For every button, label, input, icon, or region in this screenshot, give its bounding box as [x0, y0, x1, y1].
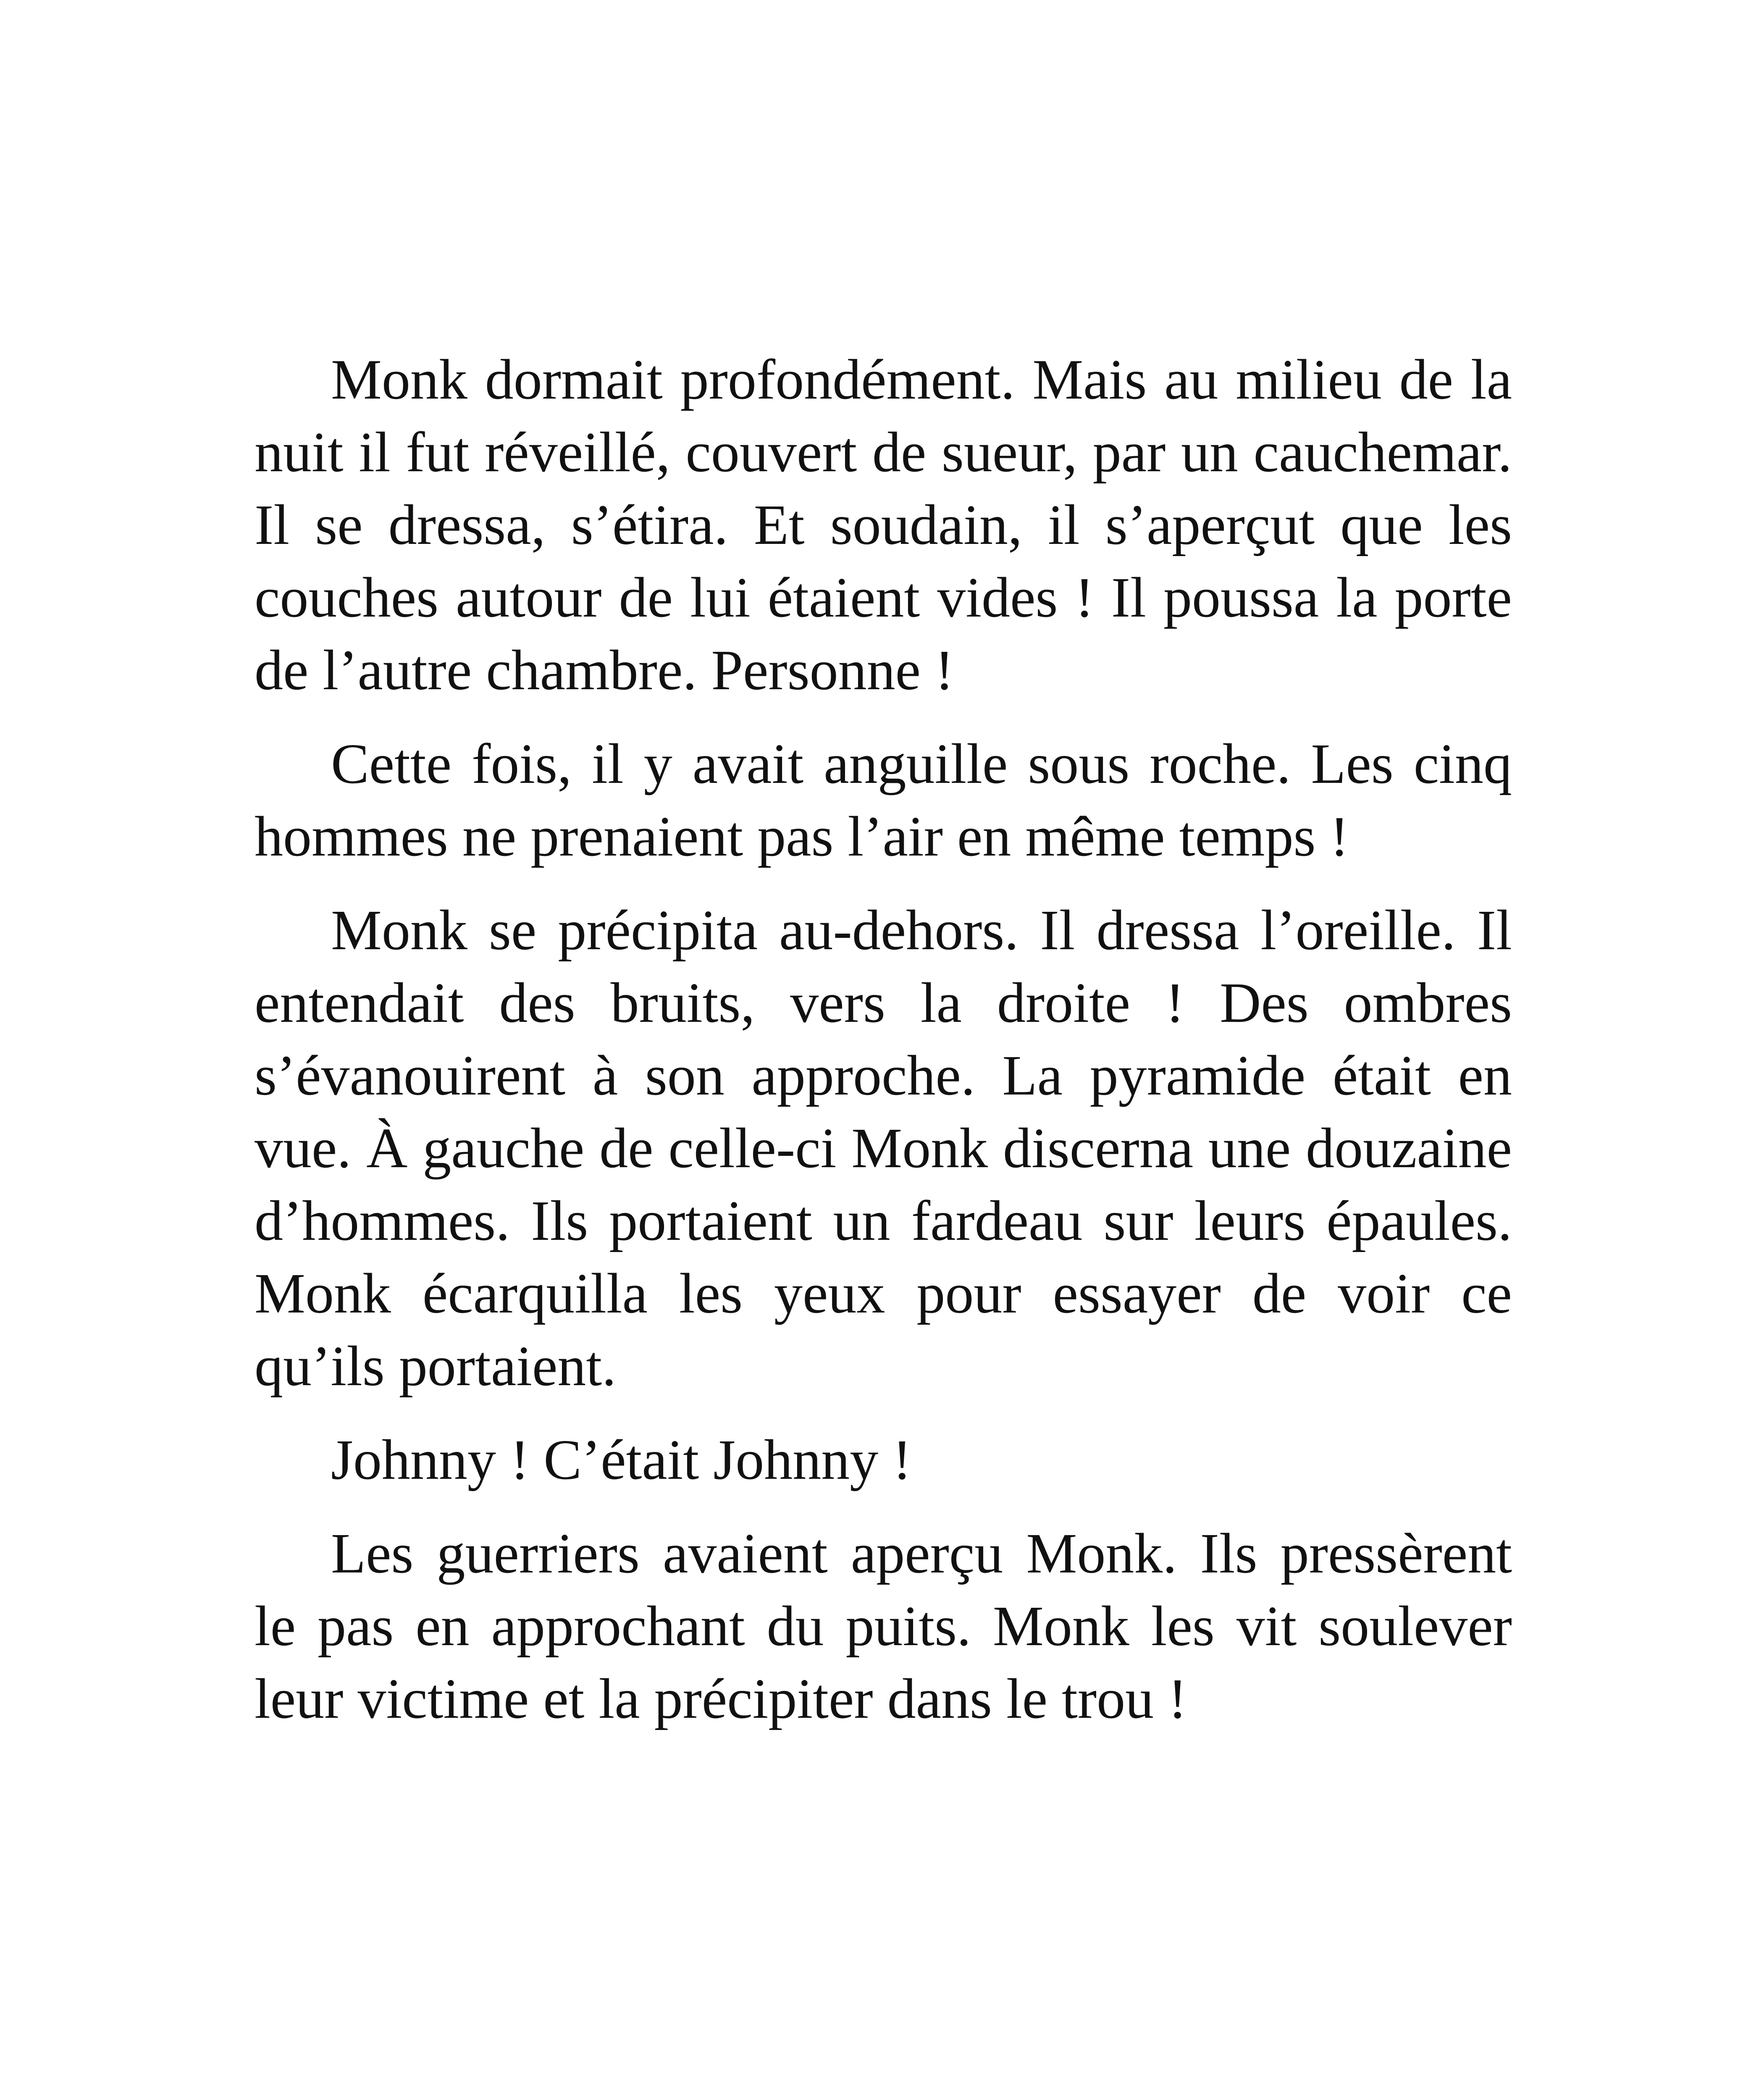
- paragraph: Les guerriers avaient aperçu Monk. Ils pressèrent le pas en approchant du puits. Monk les vit soulever leur victime et la précipiter dans le trou !: [255, 1522, 1512, 1730]
- paragraph: Monk se précipita au-dehors. Il dressa l’oreille. Il entendait des bruits, vers la droite ! Des ombres s’évanouirent à son approche. La pyramide était en vue. À gauche de celle-ci Monk discerna une douzaine d’hommes. Ils portaient un fardeau sur leurs épaules. Monk écarquilla les yeux pour essayer de voir ce qu’ils portaient.: [255, 899, 1512, 1398]
- paragraph: Monk dormait profondément. Mais au milieu de la nuit il fut réveillé, couvert de sueur, par un cauchemar. Il se dressa, s’étira. Et soudain, il s’aperçut que les couches autour de lui étaient vides ! Il poussa la porte de l’autre chambre. Personne !: [255, 348, 1512, 702]
- paragraph: Johnny ! C’était Johnny !: [331, 1428, 912, 1491]
- paragraph: Cette fois, il y avait anguille sous roche. Les cinq hommes ne prenaient pas l’air en même temps !: [255, 732, 1512, 868]
- body-text: [255, 344, 1512, 1756]
